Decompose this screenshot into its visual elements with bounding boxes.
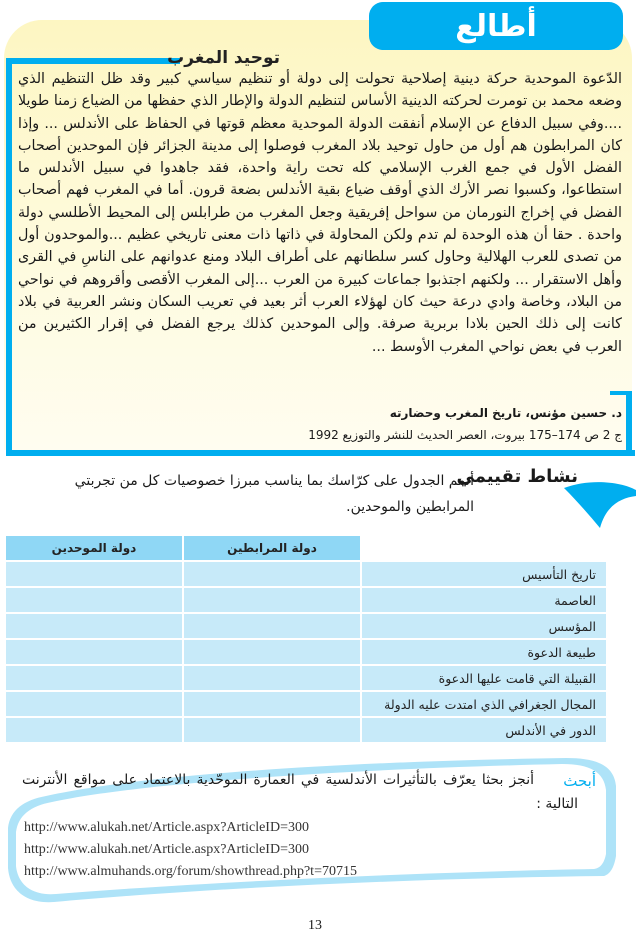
cell-almohad[interactable] bbox=[6, 588, 182, 612]
research-link[interactable]: http://www.alukah.net/Article.aspx?ArticleID=300 bbox=[24, 820, 309, 835]
table-row bbox=[6, 562, 606, 586]
header-almoravid: دولة المرابطين bbox=[184, 536, 360, 560]
table-header-row bbox=[6, 536, 606, 560]
table-row bbox=[6, 640, 606, 664]
research-instruction: أنجز بحثا يعرّف بالتأثيرات الأندلسية في العمارة الموحّدية بالاعتماد على مواقع الأنترنت التالية : bbox=[22, 772, 578, 812]
row-label: الدور في الأندلس bbox=[362, 718, 606, 742]
activity-label: نشاط تقييمي bbox=[456, 466, 578, 487]
research-label: أبحث bbox=[563, 772, 596, 790]
row-label: العاصمة bbox=[362, 588, 606, 612]
cell-almoravid[interactable] bbox=[184, 562, 360, 586]
cell-almohad[interactable] bbox=[6, 614, 182, 638]
header-blank bbox=[362, 536, 606, 560]
frame-border-bottom bbox=[6, 450, 635, 456]
citation-details: ج 2 ص 174–175 بيروت، العصر الحديث للنشر والتوزيع 1992 bbox=[308, 428, 622, 442]
row-label: القبيلة التي قامت عليها الدعوة bbox=[362, 666, 606, 690]
table-row bbox=[6, 614, 606, 638]
table-row bbox=[6, 588, 606, 612]
cell-almoravid[interactable] bbox=[184, 614, 360, 638]
frame-border-tick bbox=[610, 391, 632, 395]
activity-instruction: أتمم الجدول على كرّاسك بما يناسب مبرزا خصوصيات كل من تجربتي المرابطين والموحدين. bbox=[74, 473, 474, 515]
header-almohad: دولة الموحدين bbox=[6, 536, 182, 560]
comparison-table bbox=[4, 534, 608, 744]
cell-almoravid[interactable] bbox=[184, 588, 360, 612]
row-label: المؤسس bbox=[362, 614, 606, 638]
citation bbox=[18, 402, 622, 446]
table-row bbox=[6, 666, 606, 690]
row-label: المجال الجغرافي الذي امتدت عليه الدولة bbox=[362, 692, 606, 716]
research-link[interactable]: http://www.almuhands.org/forum/showthread.php?t=70715 bbox=[24, 864, 357, 879]
frame-border-top bbox=[6, 58, 180, 64]
section-title: أطالع bbox=[369, 2, 623, 50]
cell-almohad[interactable] bbox=[6, 562, 182, 586]
cell-almohad[interactable] bbox=[6, 692, 182, 716]
cell-almoravid[interactable] bbox=[184, 640, 360, 664]
frame-border-right bbox=[626, 391, 632, 455]
citation-author: د. حسين مؤنس، تاريخ المغرب وحضارته bbox=[389, 406, 622, 420]
frame-border-left bbox=[6, 58, 12, 456]
cell-almohad[interactable] bbox=[6, 640, 182, 664]
cell-almoravid[interactable] bbox=[184, 666, 360, 690]
row-label: تاريخ التأسيس bbox=[362, 562, 606, 586]
reading-subtitle: توحيد المغرب bbox=[167, 48, 280, 68]
cell-almohad[interactable] bbox=[6, 718, 182, 742]
research-link[interactable]: http://www.alukah.net/Article.aspx?ArticleID=300 bbox=[24, 842, 309, 857]
table-row bbox=[6, 718, 606, 742]
reading-passage: الدّعوة الموحدية حركة دينية إصلاحية تحولت إلى دولة أو تنظيم سياسي كبير وقد ظل التنظيم الذي وضعه محمد بن تومرت لحركته الدينية الأساس لتنظيم الدولة والإطار الذي حفظها من الضياع زمنا طويلا ....وفي سبيل الدفاع عن الإسلام أنفقت الدولة الموحدية معظم قوتها في الحفاظ على الأندلس ... وإذا كان المرابطون هم أول من حاول توحيد بلاد المغرب فوصلوا إلى مدينة الجزائر فإن الموحدين أصحاب الفضل الأول في جمع الغرب الإسلامي كله تحت راية واحدة، فقد جاهدوا في سبيل الأندلس ما استطاعوا، وكسبوا نصر الأرك الذي أوقف ضياع بقية الأندلس بضعة قرون. أما في المغرب فهم أصحاب الفضل في إخراج النورمان من سواحل إفريقية وجعل المغرب من طرابلس إلى المحيط الأطلسي دولة واحدة . حقا أن هذه الوحدة لم تدم ولكن المحاولة في ذاتها ذات معنى تاريخي عظيم ...والموحدون أول من تصدى للعرب الهلالية وحاول كسر سلطانهم على أطراف البلاد ومنع عدوانهم على الناسِ في القرى وأهل الاستقرار ... ولكنهم اجتذبوا جماعات كبيرة من العرب ...إلى المغرب الأقصى وأقروهم في نواحي من البلاد، وخاصة وادي درعة حيث كان لهؤلاء العرب أثر بعيد في تعريب السكان ونشر العربية في بلاد كانت إلى ذلك الحين بلادا بربرية صرفة. وإلى الموحدين كذلك يرجع الفضل في إقرار الكثيرين من العرب في بعض نواحي المغرب الأوسط ... bbox=[18, 71, 622, 355]
page-number: 13 bbox=[308, 918, 322, 933]
cell-almoravid[interactable] bbox=[184, 718, 360, 742]
cell-almoravid[interactable] bbox=[184, 692, 360, 716]
cell-almohad[interactable] bbox=[6, 666, 182, 690]
row-label: طبيعة الدعوة bbox=[362, 640, 606, 664]
table-row bbox=[6, 692, 606, 716]
